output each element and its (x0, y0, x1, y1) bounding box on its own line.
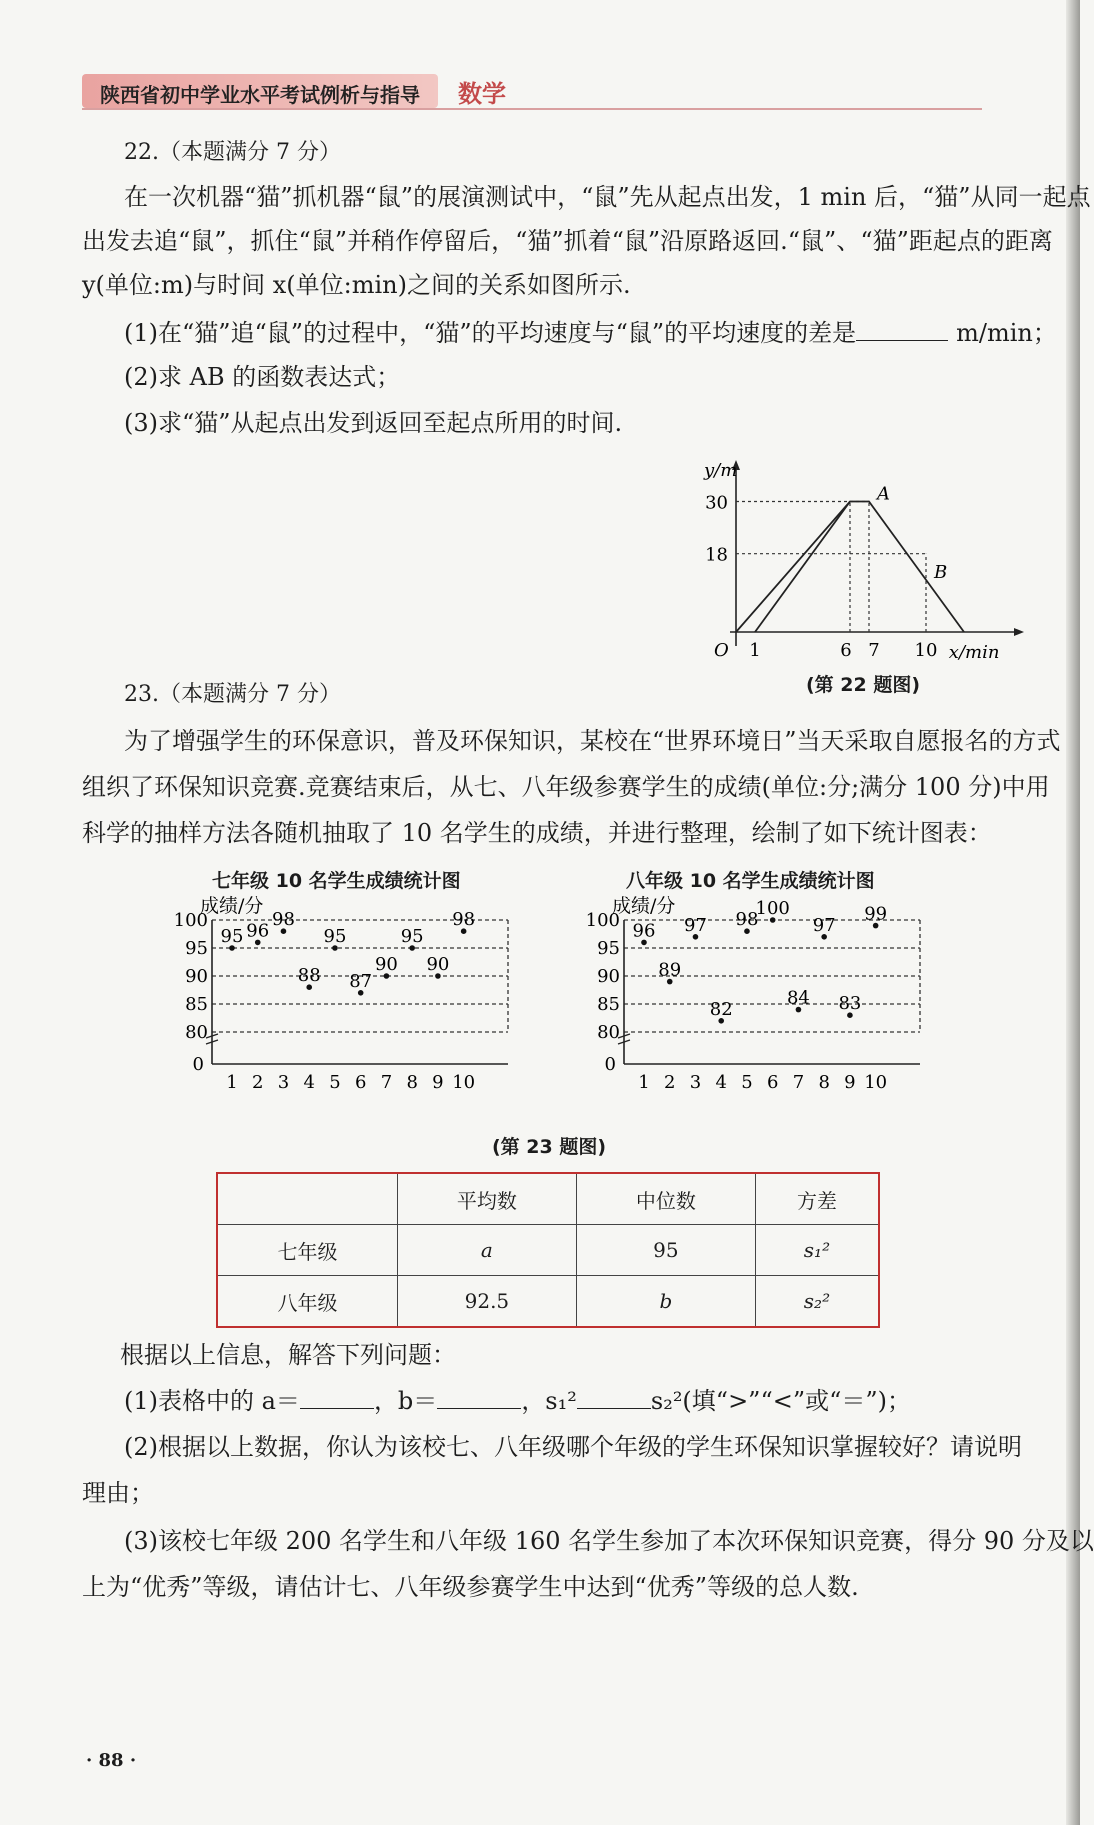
x-tick-label: 1 (638, 1072, 650, 1093)
q23-blank-a[interactable] (300, 1386, 374, 1409)
data-label: 95 (323, 926, 347, 947)
table-header-cell: 平均数 (397, 1173, 576, 1225)
data-label: 84 (786, 987, 810, 1009)
q23-heading: 23.（本题满分 7 分） (124, 682, 341, 707)
data-label: 90 (426, 954, 450, 975)
x-tick-label: 8 (818, 1072, 830, 1093)
x-tick-label: 10 (452, 1072, 476, 1093)
x-tick-label: 3 (689, 1072, 702, 1093)
y-tick-label: 100 (173, 910, 208, 931)
data-label: 97 (812, 914, 836, 936)
data-label: 82 (709, 998, 733, 1020)
y-tick-label: 30 (705, 492, 728, 514)
y-axis-label: y/m (704, 460, 738, 481)
q23-part2-line-2: 理由； (82, 1479, 154, 1507)
table-row (217, 1225, 879, 1276)
table-header-row (217, 1173, 879, 1225)
y-tick-label: 100 (585, 910, 620, 931)
y-tick-label: 95 (597, 938, 620, 959)
subject-label: 数学 (458, 79, 506, 108)
x-axis-arrow (1014, 628, 1024, 636)
grade8-score-chart (585, 895, 930, 1128)
data-label: 95 (220, 926, 244, 947)
x-tick-label: 7 (380, 1072, 393, 1093)
table-cell: 七年级 (217, 1225, 397, 1276)
x-tick-label: 5 (329, 1072, 341, 1093)
q23-para-line-1: 为了增强学生的环保意识，普及环保知识，某校在“世界环境日”当天采取自愿报名的方式 (124, 727, 1061, 755)
x-tick-label: 9 (844, 1072, 856, 1093)
data-label: 99 (864, 903, 888, 925)
y-tick-label: 80 (597, 1022, 620, 1043)
book-title: 陕西省初中学业水平考试例析与指导 (100, 83, 420, 107)
y-tick-label: 80 (185, 1022, 208, 1043)
data-label: 97 (684, 914, 707, 936)
y-axis-label: 成绩/分 (200, 895, 264, 917)
x-tick-label: 3 (277, 1072, 290, 1093)
q23-part1-text-c: ，s₁² (521, 1387, 577, 1415)
table-cell: 八年级 (217, 1276, 397, 1328)
q22-distance-time-graph (690, 452, 1030, 670)
y-tick-label: 85 (185, 994, 208, 1015)
x-axis-label: x/min (948, 642, 1000, 663)
q23-part1-text-b: ，b＝ (373, 1387, 438, 1415)
q22-part2: (2)求 AB 的函数表达式； (124, 363, 401, 391)
q22-figure-caption: (第 22 题图) (806, 674, 921, 696)
x-tick-label: 7 (868, 640, 880, 661)
x-tick-label: 6 (840, 640, 852, 661)
q23-part1 (124, 1386, 911, 1416)
stats-table (216, 1172, 880, 1328)
y-axis-label: 成绩/分 (612, 895, 676, 917)
data-label: 87 (349, 970, 373, 992)
y-tick-label: 90 (597, 966, 620, 987)
q23-para-line-2: 组织了环保知识竞赛.竞赛结束后，从七、八年级参赛学生的成绩(单位:分;满分 100 分)中用 (82, 773, 1050, 801)
data-label: 88 (297, 965, 321, 987)
table-header-cell: 方差 (755, 1173, 879, 1225)
q22-para-line-3: y(单位:m)与时间 x(单位:min)之间的关系如图所示. (82, 271, 631, 299)
q23-part3-line-1: (3)该校七年级 200 名学生和八年级 160 名学生参加了本次环保知识竞赛，得分 90 分及以 (124, 1527, 1094, 1555)
data-label: 98 (452, 909, 476, 931)
q23-figure-caption: (第 23 题图) (492, 1136, 607, 1158)
x-tick-label: 1 (226, 1072, 238, 1093)
q23-para-line-3: 科学的抽样方法各随机抽取了 10 名学生的成绩，并进行整理，绘制了如下统计图表： (82, 819, 992, 847)
q23-blank-compare[interactable] (577, 1386, 651, 1409)
data-label: 90 (374, 954, 398, 975)
header-rule (82, 108, 982, 110)
q23-part3-line-2: 上为“优秀”等级，请估计七、八年级参赛学生中达到“优秀”等级的总人数. (82, 1573, 859, 1601)
y-tick-label: 85 (597, 994, 620, 1015)
origin-label: O (714, 640, 729, 661)
table-header-cell: 中位数 (576, 1173, 755, 1225)
data-label: 98 (272, 909, 295, 931)
q22-para-line-1: 在一次机器“猫”抓机器“鼠”的展演测试中，“鼠”先从起点出发，1 min 后，“猫”从同一起点 (124, 183, 1091, 211)
x-tick-label: 7 (792, 1072, 805, 1093)
data-label: 95 (400, 926, 424, 947)
data-label: 96 (632, 920, 656, 942)
q22-part1-unit: m/min； (956, 319, 1057, 347)
point-label: A (877, 483, 890, 505)
data-label: 89 (658, 959, 682, 981)
table-cell: a (397, 1225, 576, 1276)
q23-part1-text-a: (1)表格中的 a＝ (124, 1387, 300, 1415)
data-label: 98 (735, 909, 759, 931)
x-tick-label: 5 (741, 1072, 753, 1093)
x-tick-label: 2 (252, 1072, 264, 1093)
table-cell: 92.5 (397, 1276, 576, 1328)
table-cell: 95 (576, 1225, 755, 1276)
x-tick-label: 4 (715, 1072, 727, 1093)
grade7-chart-title: 七年级 10 名学生成绩统计图 (212, 870, 461, 892)
data-label: 96 (246, 920, 270, 942)
y-tick-label: 18 (705, 544, 728, 566)
x-tick-label: 1 (749, 640, 761, 661)
q22-heading: 22.（本题满分 7 分） (124, 140, 341, 165)
point-label: B (934, 561, 948, 583)
q22-part1-text: (1)在“猫”追“鼠”的过程中，“猫”的平均速度与“鼠”的平均速度的差是 (124, 319, 857, 347)
q23-part1-text-d: s₂²(填“>”“<”或“＝”)； (650, 1387, 911, 1415)
origin-tick: 0 (192, 1054, 204, 1075)
q22-para-line-2: 出发去追“鼠”，抓住“鼠”并稍作停留后，“猫”抓着“鼠”沿原路返回.“鼠”、“猫”距起点的距离 (82, 227, 1053, 255)
q23-after-intro: 根据以上信息，解答下列问题： (120, 1341, 456, 1369)
x-tick-label: 10 (914, 640, 938, 661)
x-tick-label: 6 (354, 1072, 367, 1093)
q22-part1-blank[interactable] (856, 318, 948, 341)
table-cell: s₂² (755, 1276, 879, 1328)
y-tick-label: 95 (185, 938, 208, 959)
origin-tick: 0 (604, 1054, 616, 1075)
grade8-chart-title: 八年级 10 名学生成绩统计图 (626, 870, 875, 892)
data-label: 100 (755, 898, 790, 919)
x-tick-label: 4 (303, 1072, 315, 1093)
q23-blank-b[interactable] (437, 1386, 521, 1409)
table-cell: b (576, 1276, 755, 1328)
x-tick-label: 10 (864, 1072, 888, 1093)
table-cell (217, 1173, 397, 1225)
series-line (755, 502, 850, 633)
y-tick-label: 90 (185, 966, 208, 987)
table-cell: s₁² (755, 1225, 879, 1276)
data-label: 83 (838, 993, 862, 1015)
x-tick-label: 2 (664, 1072, 676, 1093)
q22-part1 (124, 318, 1057, 348)
x-tick-label: 9 (432, 1072, 444, 1093)
x-tick-label: 8 (406, 1072, 418, 1093)
table-row (217, 1276, 879, 1328)
q22-part3: (3)求“猫”从起点出发到返回至起点所用的时间. (124, 409, 623, 437)
grade7-score-chart (173, 895, 518, 1128)
x-tick-label: 6 (766, 1072, 779, 1093)
q23-part2-line-1: (2)根据以上数据，你认为该校七、八年级哪个年级的学生环保知识掌握较好？请说明 (124, 1433, 1022, 1461)
page-number: · 88 · (86, 1750, 137, 1771)
